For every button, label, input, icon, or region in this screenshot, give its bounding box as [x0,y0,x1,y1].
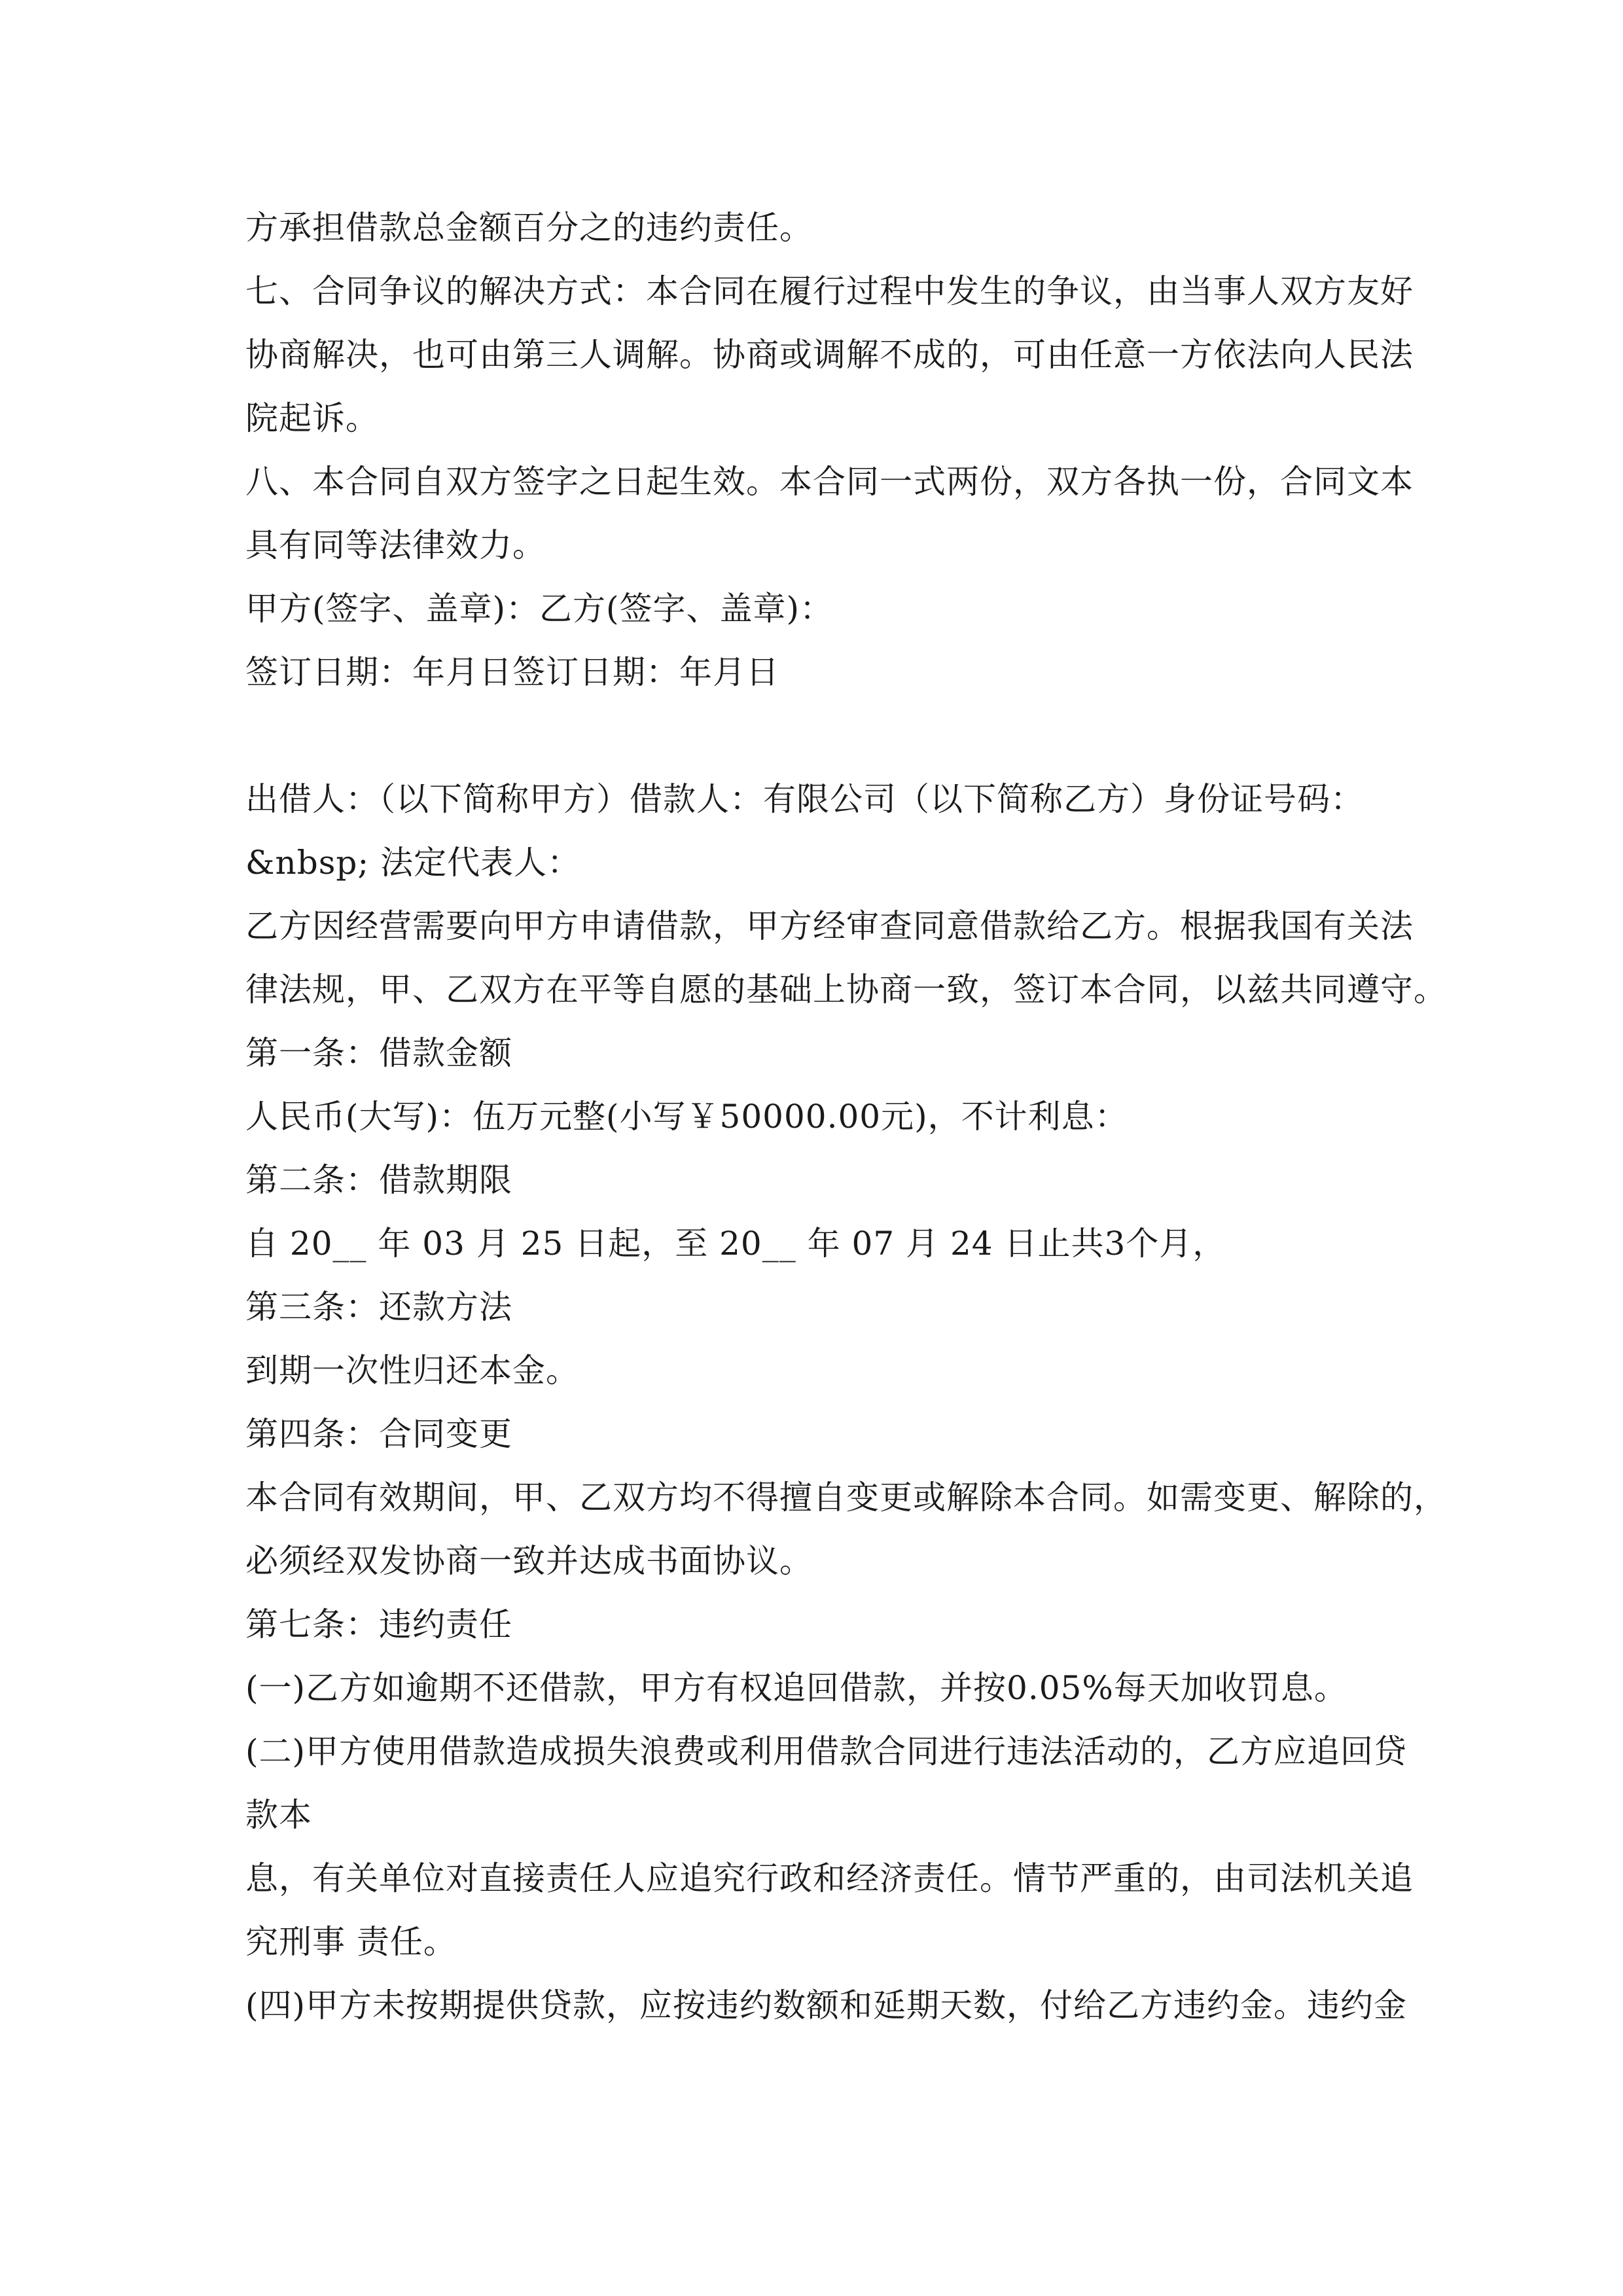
paragraph-gap [245,704,1384,768]
text-line: 签订日期：年月日签订日期：年月日 [245,653,779,691]
text-line: 八、本合同自双方签字之日起生效。本合同一式两份，双方各执一份，合同文本 [245,463,1414,501]
document-body [245,196,1447,2037]
text-line: (四)甲方未按期提供贷款，应按违约数额和延期天数，付给乙方违约金。违约金 [245,1986,1408,2024]
text-line: 院起诉。 [245,399,379,437]
text-line: &nbsp; 法定代表人： [245,844,581,882]
text-line: 协商解决，也可由第三人调解。协商或调解不成的，可由任意一方依法向人民法 [245,336,1414,374]
text-line: 乙方因经营需要向甲方申请借款，甲方经审查同意借款给乙方。根据我国有关法 [245,907,1414,945]
text-line: 方承担借款总金额百分之的违约责任。 [245,209,813,247]
text-line: 第一条：借款金额 [245,1034,512,1072]
text-line: 自 20__ 年 03 月 25 日起，至 20__ 年 07 月 24 日止共3个月， [245,1225,1226,1263]
text-line: 第三条：还款方法 [245,1288,512,1326]
text-line: 第二条：借款期限 [245,1161,512,1199]
text-line: 究刑事 责任。 [245,1923,457,1961]
text-line: 具有同等法律效力。 [245,526,546,564]
text-line: 息，有关单位对直接责任人应追究行政和经济责任。情节严重的，由司法机关追 [245,1859,1414,1897]
text-line: 到期一次性归还本金。 [245,1352,579,1390]
text-line: (一)乙方如逾期不还借款，甲方有权追回借款，并按0.05%每天加收罚息。 [245,1669,1347,1707]
text-line: 出借人：（以下简称甲方）借款人：有限公司（以下简称乙方）身份证号码： [245,780,1364,818]
text-line: 甲方(签字、盖章)：乙方(签字、盖章)： [245,590,834,628]
text-line: 第七条：违约责任 [245,1605,512,1643]
text-line: 律法规，甲、乙双方在平等自愿的基础上协商一致，签订本合同，以兹共同遵守。 [245,971,1447,1009]
text-line: (二)甲方使用借款造成损失浪费或利用借款合同进行违法活动的，乙方应追回贷 [245,1732,1408,1770]
text-line: 人民币(大写)：伍万元整(小写￥50000.00元)，不计利息： [245,1098,1128,1136]
text-line: 本合同有效期间，甲、乙双方均不得擅自变更或解除本合同。如需变更、解除的， [245,1479,1447,1516]
text-line: 七、合同争议的解决方式：本合同在履行过程中发生的争议，由当事人双方友好 [245,272,1414,310]
text-line: 必须经双发协商一致并达成书面协议。 [245,1542,813,1580]
text-line: 款本 [245,1796,312,1834]
text-line: 第四条：合同变更 [245,1415,512,1453]
